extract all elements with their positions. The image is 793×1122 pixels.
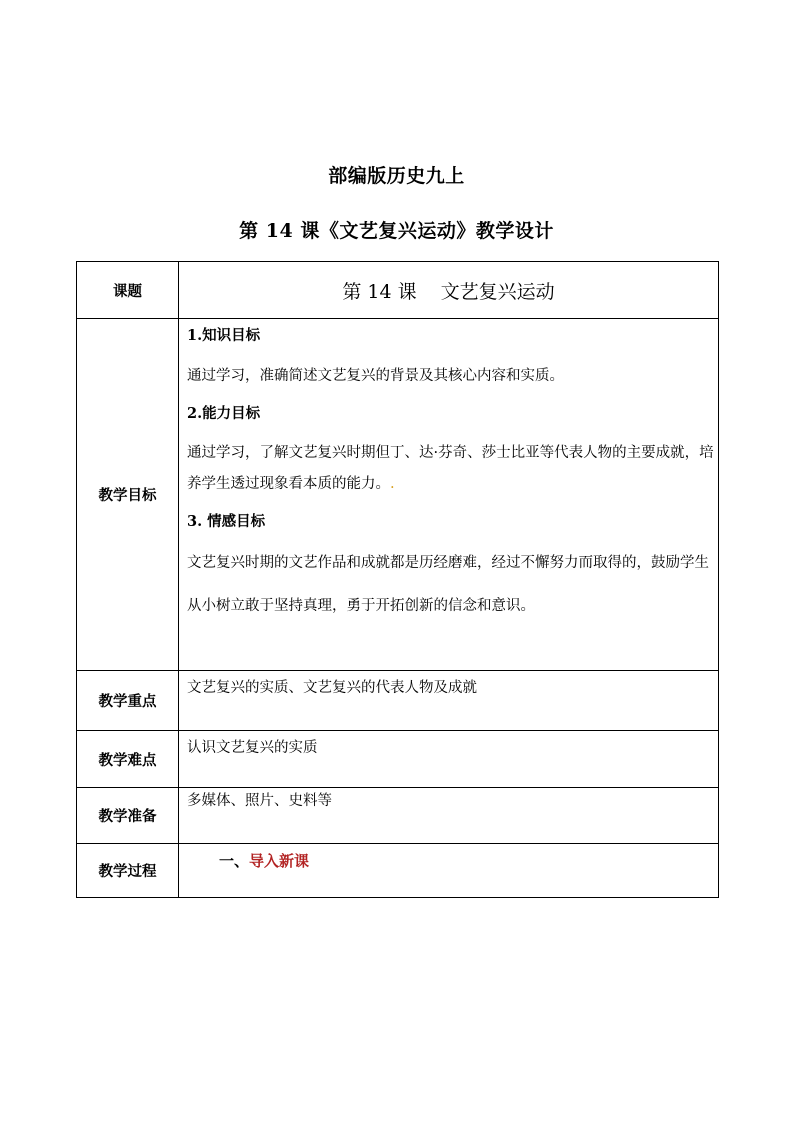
knowledge-heading: 1.知识目标 (187, 327, 261, 344)
process-section-number: 一、 (219, 852, 250, 870)
difficulties-label: 教学难点 (77, 731, 179, 788)
difficulties-text: 认识文艺复兴的实质 (187, 740, 318, 756)
preparation-label: 教学准备 (77, 788, 179, 844)
process-cell (179, 844, 719, 898)
key-points-text: 文艺复兴的实质、文艺复兴的代表人物及成就 (187, 680, 477, 696)
emotion-heading: 3. 情感目标 (187, 513, 266, 530)
topic-value (179, 262, 719, 319)
ability-text: 通过学习，了解文艺复兴时期但丁、达·芬奇、莎士比亚等代表人物的主要成就，培养学生透过现象看本质的能力。 (187, 445, 714, 492)
table-row-preparation (77, 788, 719, 844)
key-points-cell (179, 671, 719, 731)
key-points-label: 教学重点 (77, 671, 179, 731)
table-row-key-points (77, 671, 719, 731)
lesson-name: 文艺复兴运动 (440, 280, 555, 303)
topic-label: 课题 (77, 262, 179, 319)
lesson-plan-table (76, 261, 719, 898)
document-subtitle: 部编版历史九上 (328, 165, 465, 187)
document-title: 第 14 课《文艺复兴运动》教学设计 (239, 220, 554, 242)
ability-heading: 2.能力目标 (187, 405, 261, 422)
emotion-text: 文艺复兴时期的文艺作品和成就都是历经磨难，经过不懈努力而取得的，鼓励学生从小树立敢于坚持真理，勇于开拓创新的信念和意识。 (187, 555, 709, 614)
table-row-process (77, 844, 719, 898)
table-row-objectives (77, 319, 719, 671)
process-label: 教学过程 (77, 844, 179, 898)
ability-paragraph (187, 438, 714, 500)
preparation-cell (179, 788, 719, 844)
difficulties-cell (179, 731, 719, 788)
table-row-difficulties (77, 731, 719, 788)
objectives-label: 教学目标 (77, 319, 179, 671)
knowledge-text: 通过学习，准确简述文艺复兴的背景及其核心内容和实质。 (187, 368, 564, 384)
lesson-number: 第 14 课 (342, 280, 417, 303)
preparation-text: 多媒体、照片、史料等 (187, 793, 332, 809)
ability-trailing-mark: . (390, 476, 395, 492)
process-section-heading (187, 850, 714, 872)
objectives-content (179, 319, 719, 671)
process-section-title: 导入新课 (249, 852, 310, 870)
table-row-topic (77, 262, 719, 319)
